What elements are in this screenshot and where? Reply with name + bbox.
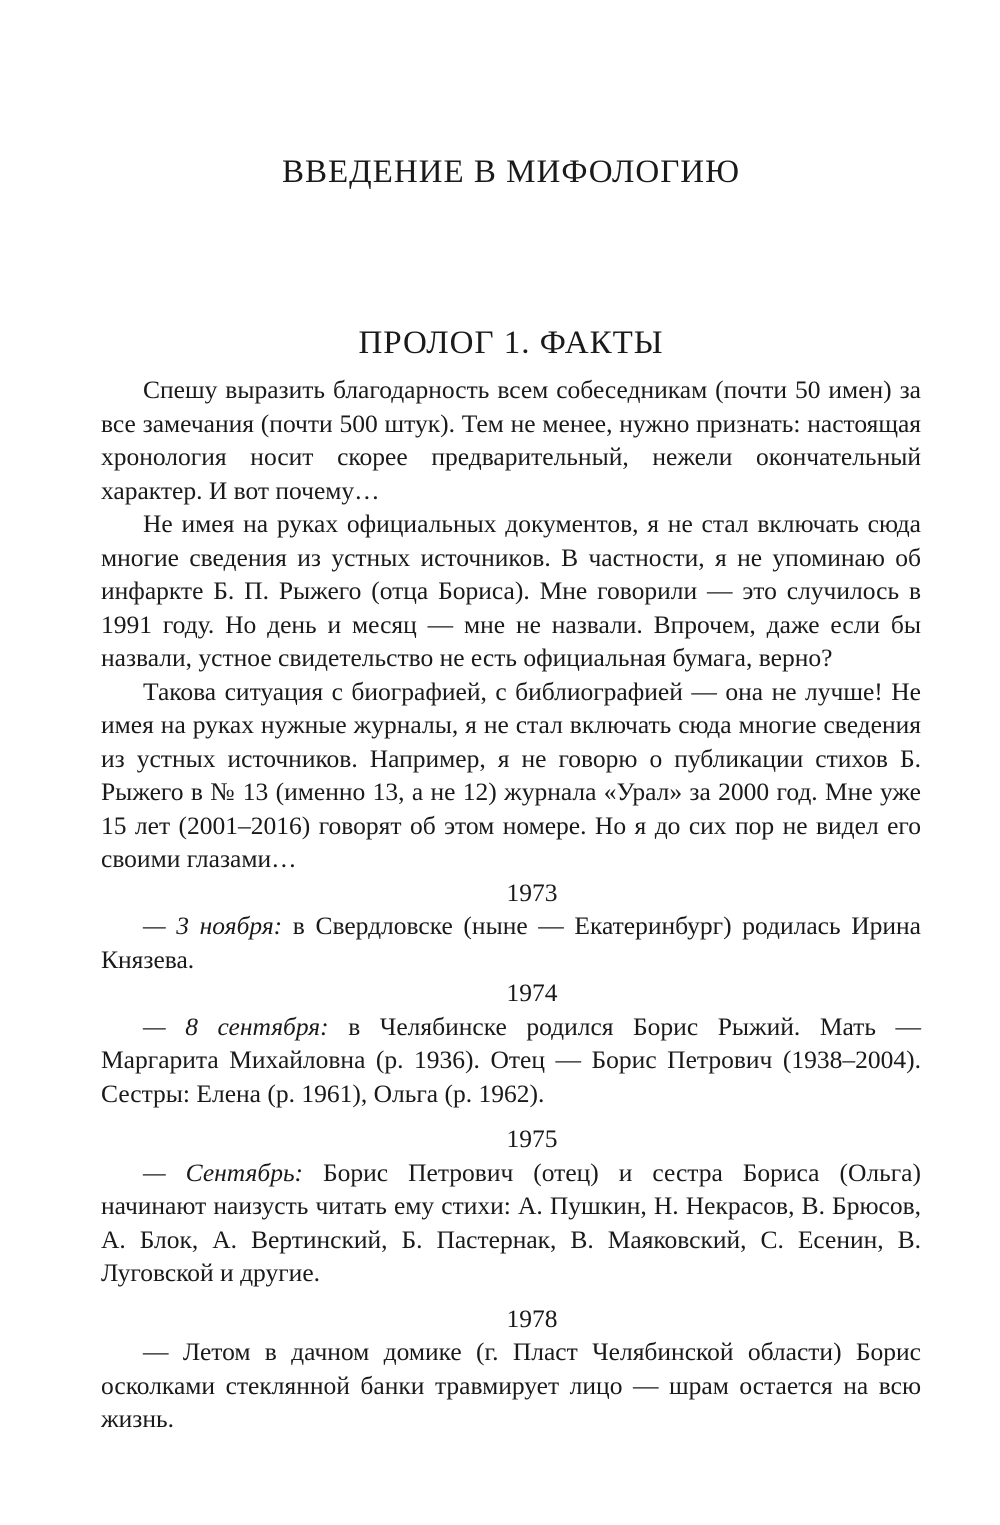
page-body: [101, 373, 921, 1436]
section-title: ПРОЛОГ 1. ФАКТЫ: [358, 325, 664, 362]
paragraph-bibliography: Такова ситуация с биографией, с библиографией — она не лучше! Не имея на руках нужные журналы, я не стал включать сюда многие сведения из устных источников. Например, я не говорю о публикации стихов Б. Рыжего в № 13 (именно 13, а не 12) журнала «Урал» за 2000 год. Мне уже 15 лет (2001–2016) говорят об этом номере. Но я до сих пор не видел его своими глазами…: [101, 676, 921, 873]
chronology-entry-1973: [101, 909, 921, 976]
chronology-entry-1974: [101, 1010, 921, 1111]
chronology-entry-1978: [101, 1335, 921, 1436]
chapter-title: ВВЕДЕНИЕ В МИФОЛОГИЮ: [281, 154, 741, 191]
year-heading-1975: 1975: [506, 1124, 558, 1153]
entry-date: — 3 ноября:: [143, 911, 283, 940]
year-heading-1978: 1978: [506, 1303, 558, 1333]
paragraph-acknowledgement: Спешу выразить благодарность всем собеседникам (почти 50 имен) за все замечания (почти 500 штук). Тем не менее, нужно признать: настоящая хронология носит скорее предварительный, нежели окончательный характер. И вот почему…: [101, 375, 921, 505]
year-heading-1974: 1974: [506, 978, 558, 1007]
entry-date: — Сентябрь:: [143, 1157, 304, 1187]
chronology-entry-1975: [101, 1156, 921, 1290]
paragraph-documents: Не имея на руках официальных документов, я не стал включать сюда многие сведения из устных источников. В частности, я не упоминаю об инфаркте Б. П. Рыжего (отца Бориса). Мне говорили — это случилось в 1991 году. Но день и месяц — мне не назвали. Впрочем, даже если бы назвали, устное свидетельство не есть официальная бумага, верно?: [101, 509, 921, 672]
entry-date: — 8 сентября:: [143, 1011, 329, 1041]
entry-text: — Летом в дачном домике (г. Пласт Челябинской области) Борис осколками стеклянной банки травмирует лицо — шрам остается на всю жизнь.: [101, 1337, 921, 1433]
entry-text: Борис Петрович (отец) и сестра Бориса (Ольга) начинают наизусть читать ему стихи: А. Пушкин, Н. Некрасов, В. Брюсов, А. Блок, А. Вертинский, Б. Пастернак, В. Маяковский, С. Есенин, В. Луговской и другие.: [101, 1157, 921, 1287]
entry-text: в Свердловске (ныне — Екатеринбург) родилась Ирина Князева.: [101, 911, 921, 974]
entry-text: в Челябинске родился Борис Рыжий. Мать — Маргарита Михайловна (р. 1936). Отец — Борис Петрович (1938–2004). Сестры: Елена (р. 1961), Ольга (р. 1962).: [101, 1011, 921, 1108]
year-heading-1973: 1973: [506, 877, 558, 907]
